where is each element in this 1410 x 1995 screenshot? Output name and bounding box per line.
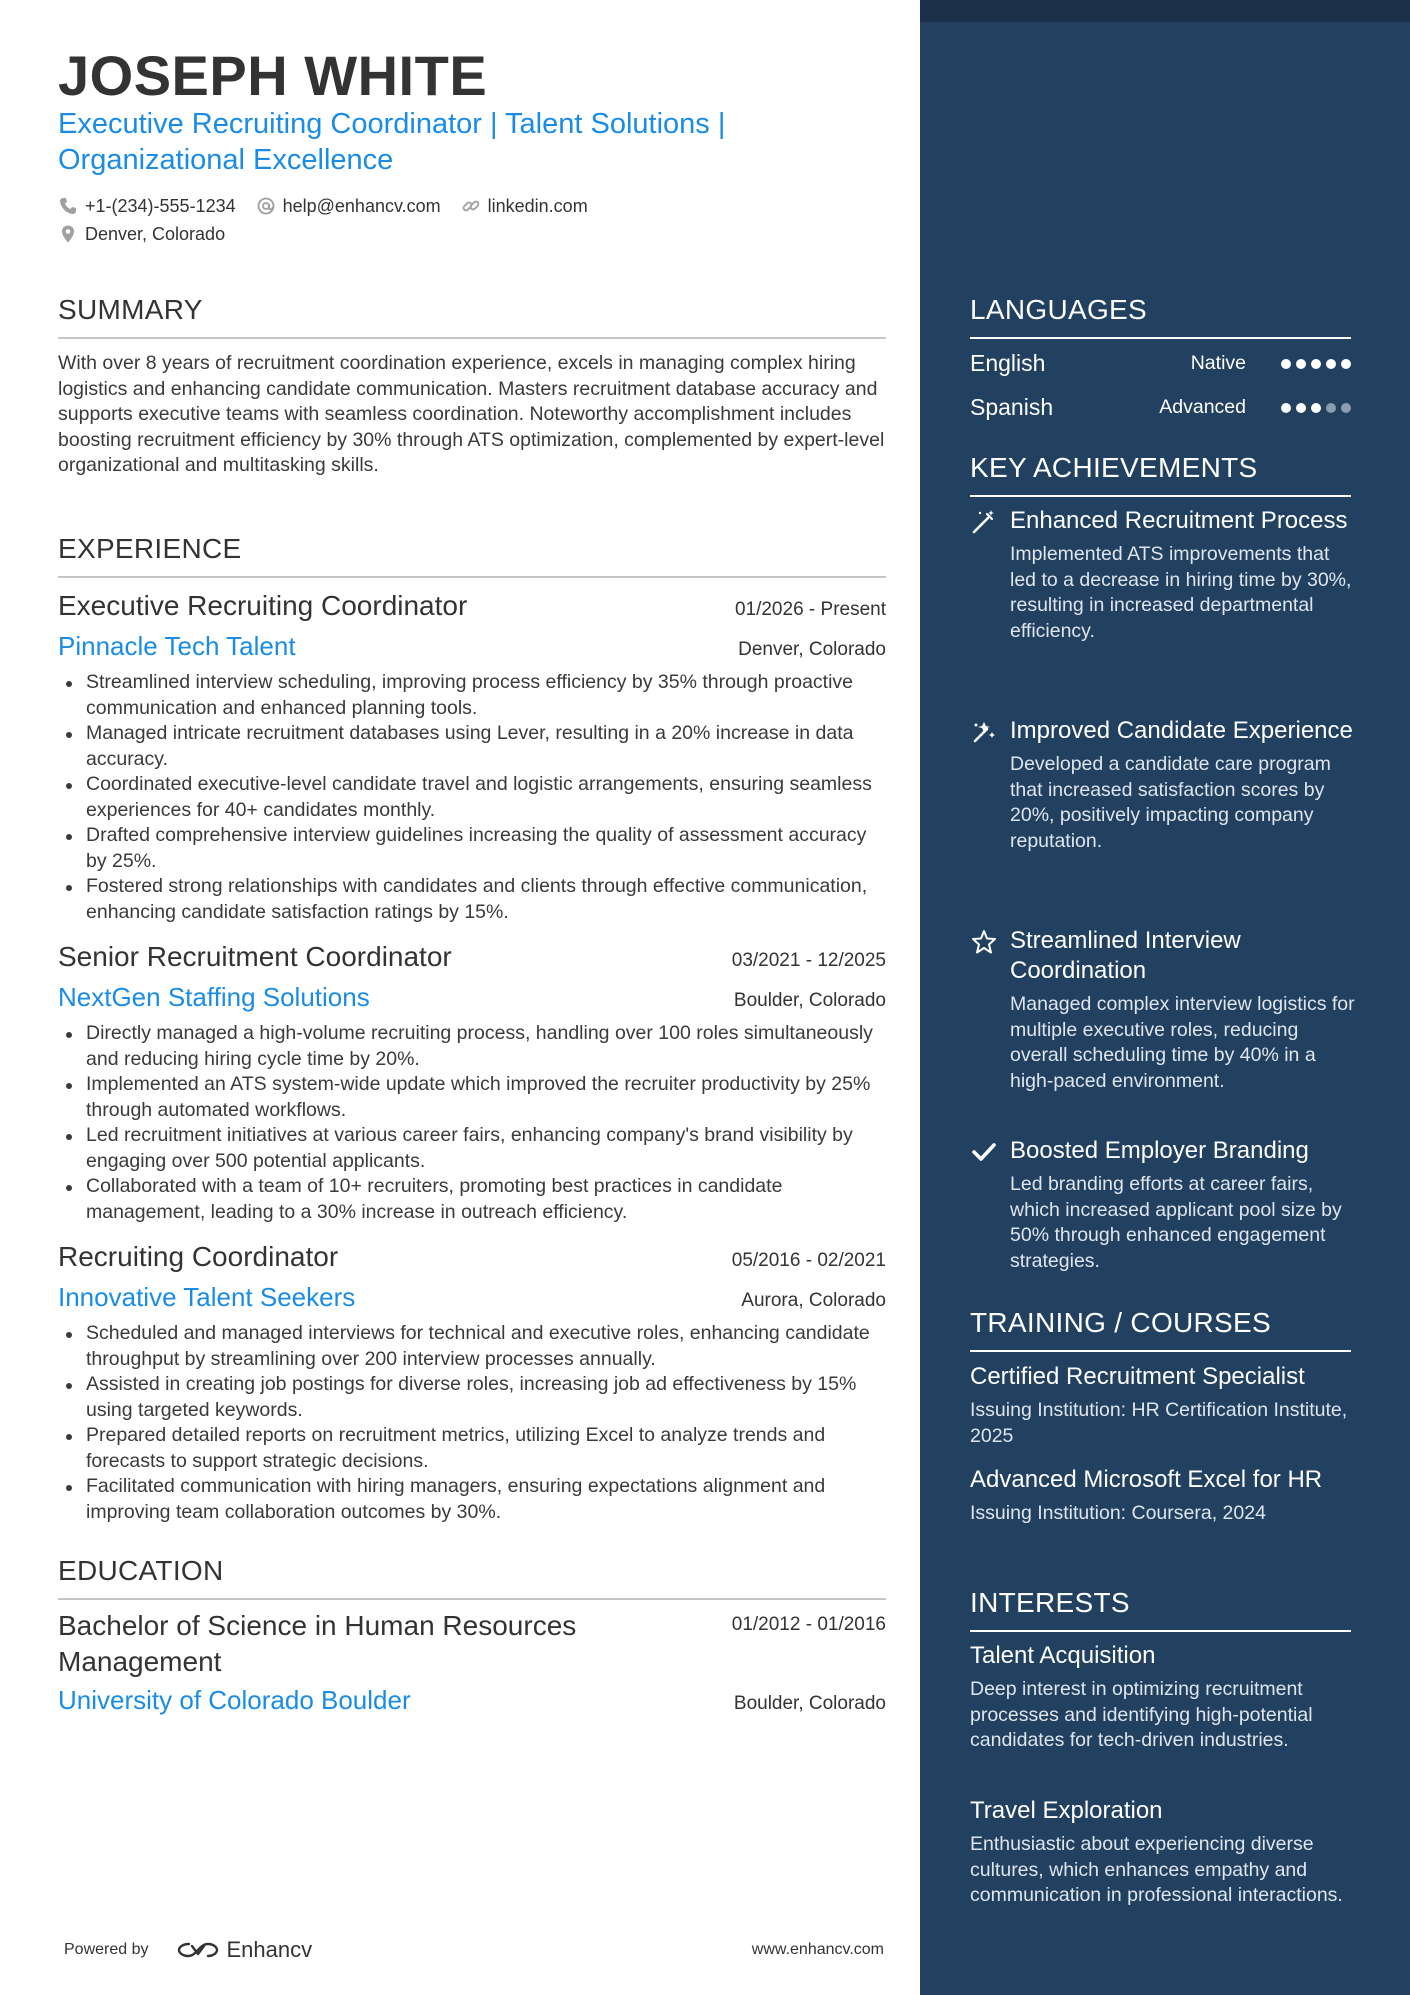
job-entry xyxy=(58,937,886,1225)
interests-heading: INTERESTS xyxy=(970,1586,1351,1632)
achievement-title: Improved Candidate Experience xyxy=(1010,717,1353,744)
language-name: Spanish xyxy=(970,394,1054,420)
achievement-title: Streamlined Interview Coordination xyxy=(1010,927,1241,984)
bullet: Coordinated executive-level candidate travel and logistic arrangements, ensuring seamless experiences for 40+ candidates monthly. xyxy=(58,772,886,823)
education-entry xyxy=(58,1608,886,1720)
bullet: Led recruitment initiatives at various career fairs, enhancing company's brand visibility by engaging over 500 potential applicants. xyxy=(58,1123,886,1174)
job-company[interactable]: NextGen Staffing Solutions xyxy=(58,982,370,1012)
course-item xyxy=(970,1362,1355,1449)
star-icon xyxy=(970,928,998,956)
linkedin-text: linkedin.com xyxy=(487,195,588,216)
rating-dot xyxy=(1296,403,1306,413)
course-desc: Issuing Institution: Coursera, 2024 xyxy=(970,1502,1266,1524)
rating-dot xyxy=(1326,403,1336,413)
headline: Executive Recruiting Coordinator | Talent Solutions | Organizational Excellence xyxy=(58,108,726,176)
language-row xyxy=(970,350,1351,377)
language-rating xyxy=(1276,359,1351,369)
school[interactable]: University of Colorado Boulder xyxy=(58,1685,411,1715)
brand-name: Enhancv xyxy=(226,1937,313,1962)
job-company[interactable]: Innovative Talent Seekers xyxy=(58,1282,356,1312)
contact-location xyxy=(58,224,225,245)
bullet: Implemented an ATS system-wide update which improved the recruiter productivity by 25% through automated workflows. xyxy=(58,1072,886,1123)
job-bullets xyxy=(58,1021,886,1225)
bullet: Fostered strong relationships with candidates and clients through effective communication, enhancing candidate satisfaction ratings by 15%. xyxy=(58,874,886,925)
rating-dot xyxy=(1341,403,1351,413)
at-icon xyxy=(256,196,276,216)
job-location: Boulder, Colorado xyxy=(733,990,886,1011)
education-heading: EDUCATION xyxy=(58,1554,886,1600)
job-company[interactable]: Pinnacle Tech Talent xyxy=(58,631,296,661)
rating-dot xyxy=(1296,359,1306,369)
sparkle-wand-icon xyxy=(970,718,998,746)
language-level: Advanced xyxy=(1159,396,1246,418)
enhancv-logo-icon xyxy=(175,1938,221,1962)
rating-dot xyxy=(1326,359,1336,369)
course-title: Certified Recruitment Specialist xyxy=(970,1363,1305,1390)
interest-desc: Deep interest in optimizing recruitment processes and identifying high-potential candidates for tech-driven industries. xyxy=(970,1678,1313,1751)
job-title: Executive Recruiting Coordinator xyxy=(58,590,468,621)
interest-desc: Enthusiastic about experiencing diverse cultures, which enhances empathy and communication in professional interactions. xyxy=(970,1833,1343,1906)
checkmark-icon xyxy=(970,1138,998,1166)
achievement-title: Boosted Employer Branding xyxy=(1010,1137,1309,1164)
language-name: English xyxy=(970,350,1046,376)
job-bullets xyxy=(58,670,886,925)
job-dates: 05/2016 - 02/2021 xyxy=(731,1250,886,1271)
education-dates: 01/2012 - 01/2016 xyxy=(731,1614,886,1635)
rating-dot xyxy=(1281,403,1291,413)
achievement-desc: Led branding efforts at career fairs, which increased applicant pool size by 50% through enhanced engagement strategies. xyxy=(1010,1173,1342,1272)
powered-by-label: Powered by xyxy=(64,1941,149,1958)
job-location: Denver, Colorado xyxy=(738,639,886,660)
experience-heading: EXPERIENCE xyxy=(58,532,886,578)
location-pin-icon xyxy=(58,224,78,244)
job-dates: 01/2026 - Present xyxy=(734,599,886,620)
bullet: Scheduled and managed interviews for technical and executive roles, enhancing candidate throughput by streamlining over 200 interview processes annually. xyxy=(58,1321,886,1372)
interest-title: Travel Exploration xyxy=(970,1797,1163,1824)
job-location: Aurora, Colorado xyxy=(741,1290,886,1311)
email-text: help@enhancv.com xyxy=(282,195,441,216)
bullet: Streamlined interview scheduling, improving process efficiency by 35% through proactive communication and enhanced planning tools. xyxy=(58,670,886,721)
phone-icon xyxy=(58,196,78,216)
languages-heading: LANGUAGES xyxy=(970,293,1351,339)
bullet: Drafted comprehensive interview guidelines increasing the quality of assessment accuracy by 25%. xyxy=(58,823,886,874)
achievement-desc: Managed complex interview logistics for multiple executive roles, reducing overall scheduling time by 40% in a high-paced environment. xyxy=(1010,993,1355,1092)
course-item xyxy=(970,1465,1355,1527)
job-entry xyxy=(58,586,886,925)
phone-text: +1-(234)-555-1234 xyxy=(85,195,236,216)
course-title: Advanced Microsoft Excel for HR xyxy=(970,1466,1323,1493)
job-title: Senior Recruitment Coordinator xyxy=(58,941,452,972)
footer-url[interactable]: www.enhancv.com xyxy=(751,1941,884,1958)
interest-title: Talent Acquisition xyxy=(970,1642,1156,1669)
sidebar-top-band xyxy=(920,0,1410,22)
candidate-name: JOSEPH WHITE xyxy=(58,44,488,107)
achievement-item xyxy=(970,506,1360,644)
job-title: Recruiting Coordinator xyxy=(58,1241,339,1272)
rating-dot xyxy=(1281,359,1291,369)
bullet: Prepared detailed reports on recruitment metrics, utilizing Excel to analyze trends and forecasts to support strategic decisions. xyxy=(58,1423,886,1474)
contact-info xyxy=(58,192,878,248)
achievement-item xyxy=(970,926,1360,1094)
bullet: Collaborated with a team of 10+ recruiters, promoting best practices in candidate management, leading to a 30% increase in outreach efficiency. xyxy=(58,1174,886,1225)
education-location: Boulder, Colorado xyxy=(733,1693,886,1714)
language-row xyxy=(970,394,1351,421)
job-entry xyxy=(58,1237,886,1525)
achievements-heading: KEY ACHIEVEMENTS xyxy=(970,451,1351,497)
interest-item xyxy=(970,1796,1355,1909)
enhancv-logo[interactable] xyxy=(175,1937,339,1963)
course-desc: Issuing Institution: HR Certification Institute, 2025 xyxy=(970,1399,1348,1447)
bullet: Directly managed a high-volume recruiting process, handling over 100 roles simultaneously and reducing hiring cycle time by 20%. xyxy=(58,1021,886,1072)
location-text: Denver, Colorado xyxy=(85,223,226,244)
job-dates: 03/2021 - 12/2025 xyxy=(731,950,886,971)
contact-email[interactable] xyxy=(256,196,441,217)
achievement-item xyxy=(970,716,1360,854)
achievement-title: Enhanced Recruitment Process xyxy=(1010,507,1348,534)
interest-item xyxy=(970,1641,1355,1754)
job-bullets xyxy=(58,1321,886,1525)
training-heading: TRAINING / COURSES xyxy=(970,1306,1351,1352)
link-icon xyxy=(461,196,481,216)
summary-heading: SUMMARY xyxy=(58,293,886,339)
achievement-desc: Implemented ATS improvements that led to a decrease in hiring time by 30%, resulting in increased departmental efficiency. xyxy=(1010,543,1352,642)
summary-text: With over 8 years of recruitment coordination experience, excels in managing complex hiring logistics and enhancing candidate communication. Masters recruitment database accuracy and supports executive teams with seamless coordination. Noteworthy accomplishment includes boosting recruitment efficiency by 30% through ATS optimization, complemented by expert-level organizational and multitasking skills. xyxy=(58,352,885,476)
achievement-item xyxy=(970,1136,1360,1274)
language-rating xyxy=(1276,403,1351,413)
bullet: Assisted in creating job postings for diverse roles, increasing job ad effectiveness by 15% using targeted keywords. xyxy=(58,1372,886,1423)
degree: Bachelor of Science in Human Resources Management xyxy=(58,1610,577,1677)
language-level: Native xyxy=(1190,352,1246,374)
footer xyxy=(64,1930,884,1970)
bullet: Managed intricate recruitment databases using Lever, resulting in a 20% increase in data accuracy. xyxy=(58,721,886,772)
contact-phone[interactable] xyxy=(58,196,236,217)
rating-dot xyxy=(1311,403,1321,413)
achievement-desc: Developed a candidate care program that increased satisfaction scores by 20%, positively impacting company reputation. xyxy=(1010,753,1331,852)
magic-wand-icon xyxy=(970,508,998,536)
bullet: Facilitated communication with hiring managers, ensuring expectations alignment and improving team collaboration outcomes by 30%. xyxy=(58,1474,886,1525)
contact-linkedin[interactable] xyxy=(461,196,588,217)
rating-dot xyxy=(1311,359,1321,369)
rating-dot xyxy=(1341,359,1351,369)
